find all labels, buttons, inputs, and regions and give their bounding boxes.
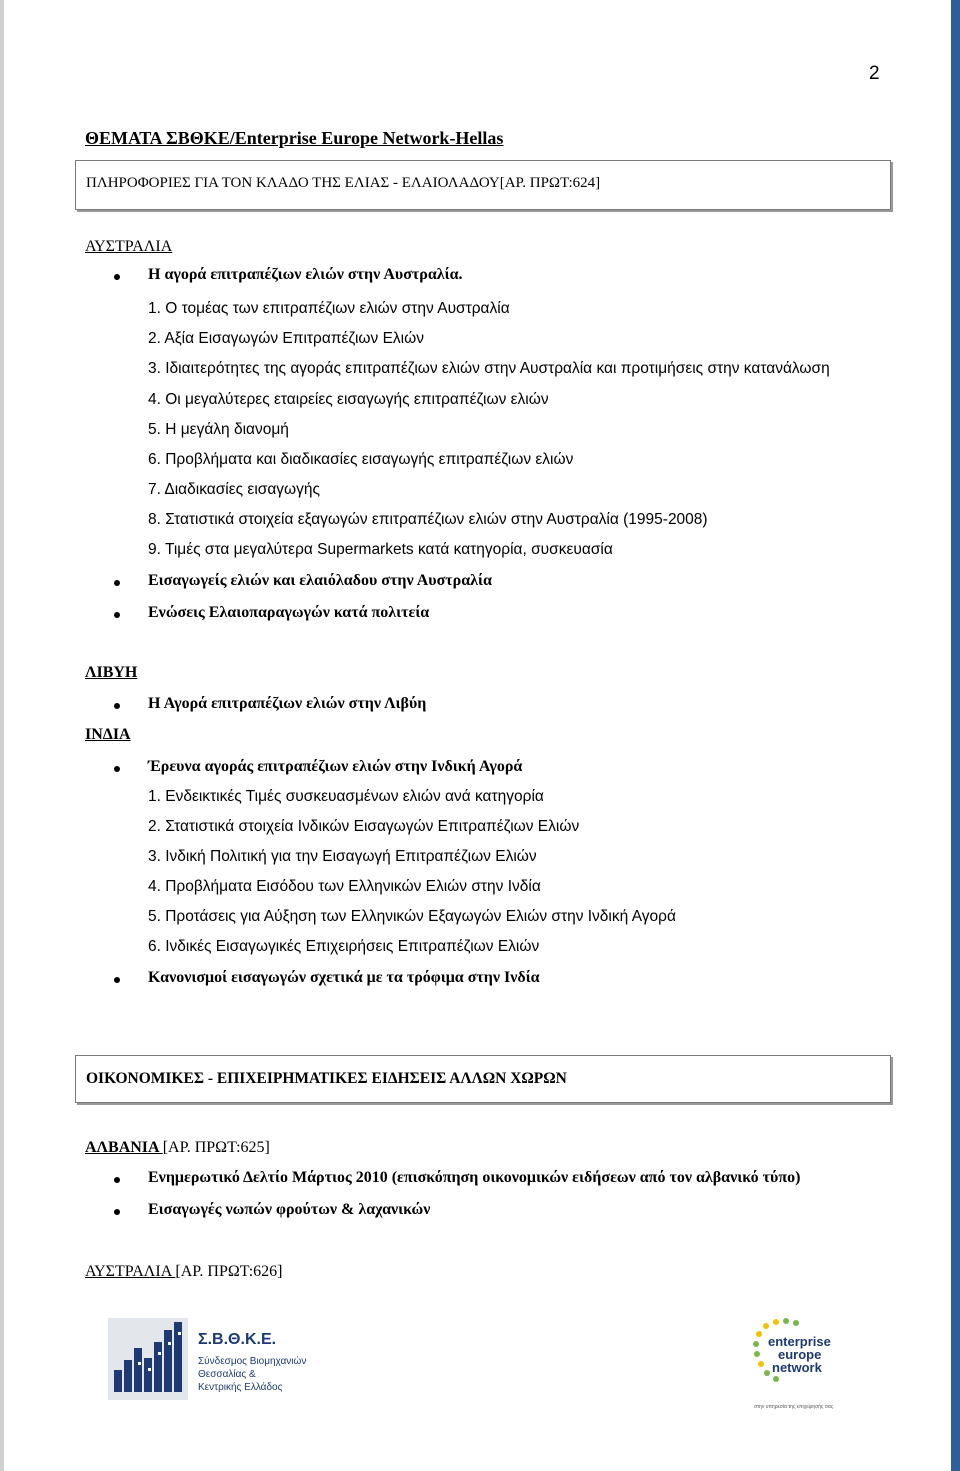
bullet-india-research[interactable]: Έρευνα αγοράς επιτραπέζιων ελιών στην Ινδική Αγορά <box>148 758 523 775</box>
section-heading-india[interactable]: ΙΝΔΙΑ <box>85 726 131 743</box>
list-item: 5. Προτάσεις για Αύξηση των Ελληνικών Εξαγωγών Ελιών στην Ινδική Αγορά <box>148 908 676 925</box>
section-heading-albania <box>85 1139 270 1157</box>
bullet-dot <box>114 1177 120 1183</box>
sbvke-logo-line2: Θεσσαλίας & <box>198 1369 256 1380</box>
list-item: 6. Προβλήματα και διαδικασίες εισαγωγής επιτραπέζιων ελιών <box>148 451 574 468</box>
sbvke-logo-line3: Κεντρικής Ελλάδος <box>198 1382 283 1393</box>
bullet-dot <box>114 1209 120 1215</box>
sbvke-logo-line1: Σύνδεσμος Βιομηχανιών <box>198 1356 307 1367</box>
bullet-albania-bulletin[interactable]: Ενημερωτικό Δελτίο Μάρτιος 2010 (επισκόπηση οικονομικών ειδήσεων από τον αλβανικό τύπο) <box>148 1169 801 1186</box>
bullet-dot <box>114 766 120 772</box>
albania-link[interactable]: ΑΛΒΑΝΙΑ <box>85 1139 163 1156</box>
list-item: 2. Στατιστικά στοιχεία Ινδικών Εισαγωγών Επιτραπέζιων Ελιών <box>148 818 580 835</box>
bullet-libya-market[interactable]: Η Αγορά επιτραπέζιων ελιών στην Λιβύη <box>148 695 427 712</box>
bullet-australia-unions[interactable]: Ενώσεις Ελαιοπαραγωγών κατά πολιτεία <box>148 604 430 621</box>
australia-2-ref: [ΑΡ. ΠΡΩΤ:626] <box>175 1263 283 1280</box>
bullet-dot <box>114 977 120 983</box>
econ-news-box-text: ΟΙΚΟΝΟΜΙΚΕΣ - ΕΠΙΧΕΙΡΗΜΑΤΙΚΕΣ ΕΙΔΗΣΕΙΣ ΑΛΛΩΝ ΧΩΡΩΝ <box>86 1070 567 1087</box>
list-item: 1. Ο τομέας των επιτραπέζιων ελιών στην Αυστραλία <box>148 300 510 317</box>
list-item: 8. Στατιστικά στοιχεία εξαγωγών επιτραπέζιων ελιών στην Αυστραλία (1995-2008) <box>148 511 708 528</box>
econ-news-box <box>75 1055 891 1103</box>
bullet-dot <box>114 580 120 586</box>
een-logo-line1: enterprise <box>768 1334 831 1349</box>
info-box <box>75 160 891 210</box>
list-item: 3. Ιδιαιτερότητες της αγοράς επιτραπέζιων ελιών στην Αυστραλία και προτιμήσεις στην κατανάλωση <box>148 360 830 377</box>
een-logo-line3: network <box>772 1360 822 1375</box>
list-item: 3. Ινδική Πολιτική για την Εισαγωγή Επιτραπέζιων Ελιών <box>148 848 537 865</box>
list-item: 2. Αξία Εισαγωγών Επιτραπέζιων Ελιών <box>148 330 424 347</box>
list-item: 9. Τιμές στα μεγαλύτερα Supermarkets κατά κατηγορία, συσκευασία <box>148 541 613 558</box>
list-item: 7. Διαδικασίες εισαγωγής <box>148 481 320 498</box>
een-logo-line2: europe <box>778 1347 822 1362</box>
bullet-dot <box>114 274 120 280</box>
list-item: 4. Οι μεγαλύτερες εταιρείες εισαγωγής επιτραπέζιων ελιών <box>148 391 549 408</box>
list-item: 5. Η μεγάλη διανομή <box>148 421 289 438</box>
australia-2-link[interactable]: ΑΥΣΤΡΑΛΙΑ <box>85 1263 176 1280</box>
bullet-australia-importers[interactable]: Εισαγωγείς ελιών και ελαιόλαδου στην Αυστραλία <box>148 572 492 589</box>
right-accent-bar <box>951 0 960 1471</box>
page-number: 2 <box>869 63 880 84</box>
bullet-australia-market[interactable]: Η αγορά επιτραπέζιων ελιών στην Αυστραλία. <box>148 266 463 283</box>
section-heading-australia-2 <box>85 1263 283 1281</box>
section-heading-australia[interactable]: ΑΥΣΤΡΑΛΙΑ <box>85 238 173 255</box>
left-margin-bar <box>0 0 4 1471</box>
een-logo-tagline: στην υπηρεσία της επιχείρησής σας <box>754 1404 834 1410</box>
list-item: 1. Ενδεικτικές Τιμές συσκευασμένων ελιών ανά κατηγορία <box>148 788 544 805</box>
page-title: ΘΕΜΑΤΑ ΣΒΘΚΕ/Enterprise Europe Network-Hellas <box>85 128 504 148</box>
albania-ref: [ΑΡ. ΠΡΩΤ:625] <box>162 1139 270 1156</box>
list-item: 4. Προβλήματα Εισόδου των Ελληνικών Ελιών στην Ινδία <box>148 878 541 895</box>
info-box-text: ΠΛΗΡΟΦΟΡΙΕΣ ΓΙΑ ΤΟΝ ΚΛΑΔΟ ΤΗΣ ΕΛΙΑΣ - ΕΛΑΙΟΛΑΔΟΥ[ΑΡ. ΠΡΩΤ:624] <box>86 175 601 191</box>
bullet-dot <box>114 703 120 709</box>
bullet-albania-imports[interactable]: Εισαγωγές νωπών φρούτων & λαχανικών <box>148 1201 431 1218</box>
sbvke-logo-title: Σ.Β.Θ.Κ.Ε. <box>198 1331 277 1348</box>
sbvke-logo <box>108 1318 318 1400</box>
list-item: 6. Ινδικές Εισαγωγικές Επιχειρήσεις Επιτραπέζιων Ελιών <box>148 938 540 955</box>
een-logo <box>752 1318 842 1413</box>
bullet-india-regulations[interactable]: Κανονισμοί εισαγωγών σχετικά με τα τρόφιμα στην Ινδία <box>148 969 540 986</box>
section-heading-libya[interactable]: ΛΙΒΥΗ <box>85 664 138 681</box>
bullet-dot <box>114 612 120 618</box>
